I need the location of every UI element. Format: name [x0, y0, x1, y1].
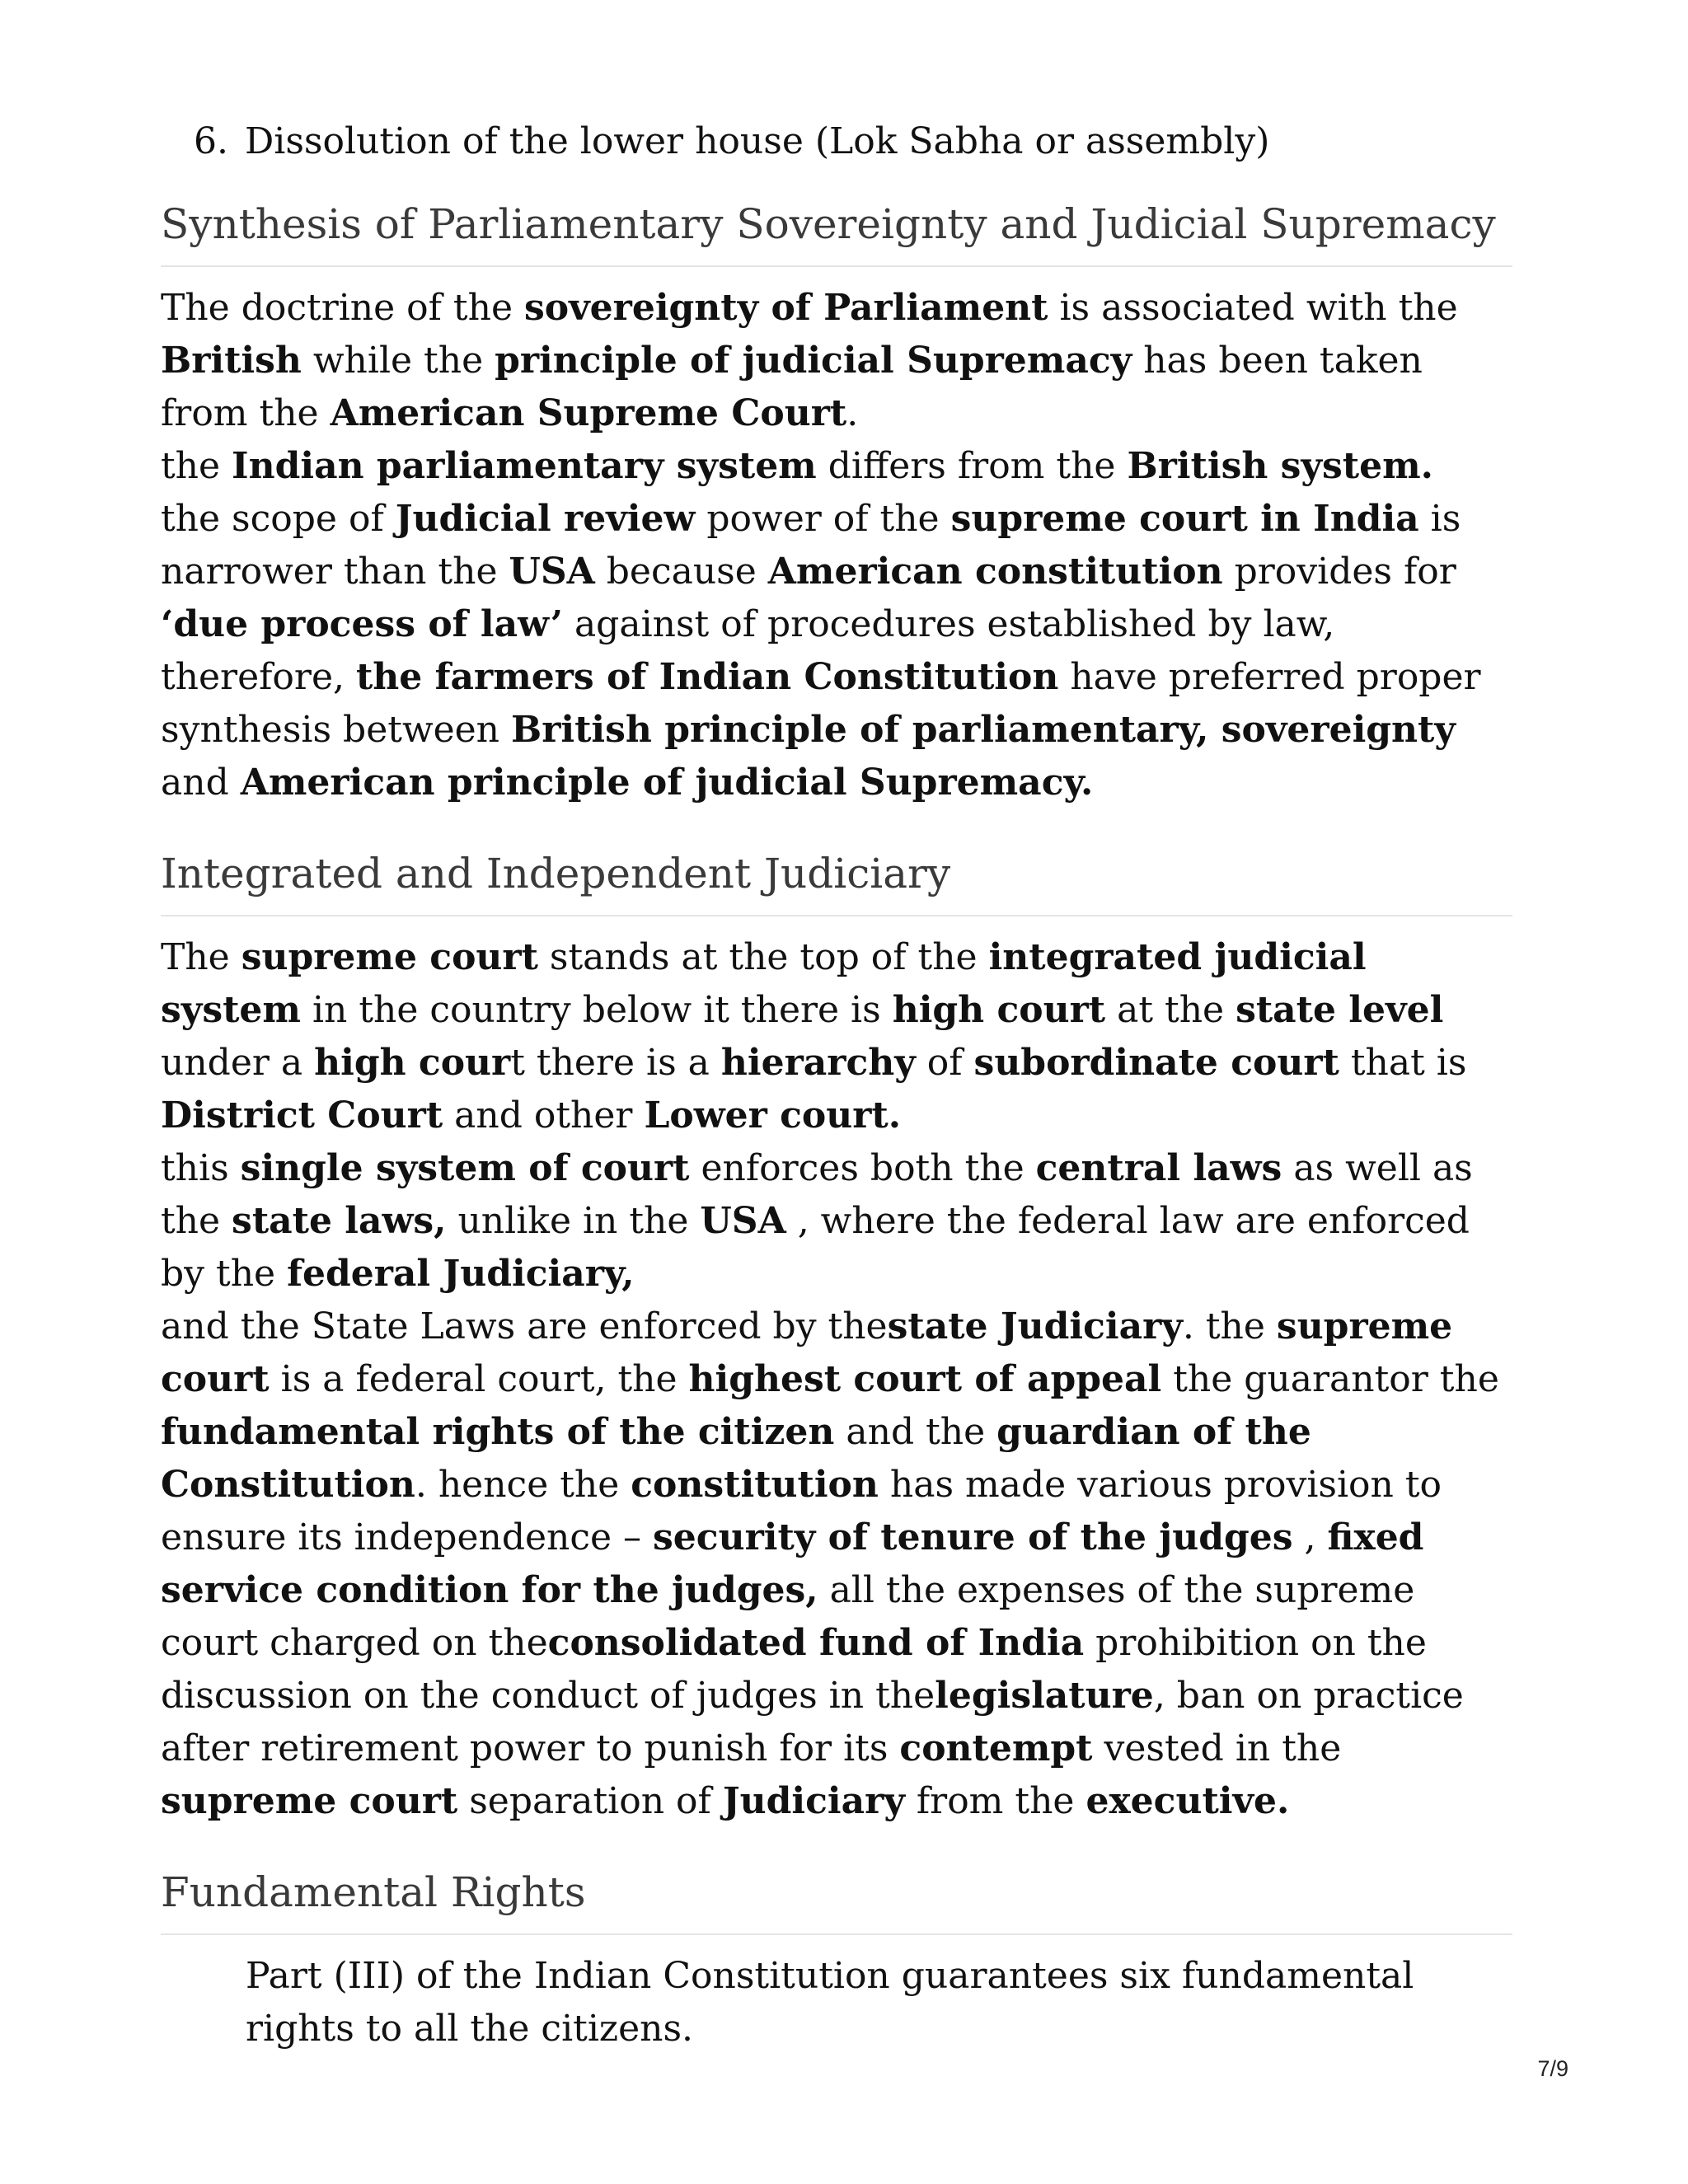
text-run: all the expenses of the supreme court charged on the	[161, 1569, 1415, 1664]
bold-text-run: central laws	[1035, 1147, 1282, 1189]
page-number: 7/9	[1537, 2056, 1568, 2081]
text-run: as well as the	[161, 1147, 1473, 1242]
text-run: and	[161, 762, 241, 804]
text-run: . hence the	[415, 1464, 631, 1506]
bold-text-run: highest court of appeal	[688, 1358, 1162, 1400]
section-heading-fundamental-rights: Fundamental Rights	[161, 1864, 1512, 1935]
text-run: that is	[1339, 1042, 1467, 1084]
paragraph-fundamental-rights: Part (III) of the Indian Constitution guarantees six fundamental rights to all the citizens.	[246, 1955, 1414, 2050]
text-run: the guarantor the	[1161, 1358, 1499, 1400]
paragraph-judiciary	[161, 931, 1512, 1828]
text-run: The	[161, 936, 241, 978]
bold-text-run: high court	[892, 989, 1106, 1031]
bold-text-run: high cour	[314, 1042, 511, 1084]
bold-text-run: supreme court	[241, 936, 538, 978]
bold-text-run: legislature	[935, 1675, 1154, 1717]
document-page	[161, 115, 1512, 2092]
bold-text-run: contempt	[899, 1727, 1093, 1769]
text-run: ,	[1292, 1516, 1328, 1558]
bold-text-run: USA	[700, 1200, 786, 1242]
text-run: because	[594, 551, 768, 593]
text-run: the scope of	[161, 498, 396, 540]
text-run: differs from the	[816, 445, 1128, 487]
text-run: while the	[301, 340, 495, 382]
bold-text-run: the farmers of Indian Constitution	[355, 656, 1059, 698]
bold-text-run: British principle of parliamentary, sovereignty	[511, 709, 1456, 751]
text-run: has been taken from the	[161, 340, 1423, 434]
text-run: from the	[904, 1780, 1086, 1822]
bold-text-run: subordinate court	[973, 1042, 1339, 1084]
text-run: is narrower than the	[161, 498, 1461, 593]
bold-text-run: District Court	[161, 1094, 443, 1137]
bold-text-run: supreme court in India	[950, 498, 1419, 540]
bold-text-run: American constitution	[767, 551, 1223, 593]
bold-text-run: security of tenure of the judges	[653, 1516, 1293, 1558]
text-run: The doctrine of the	[161, 287, 524, 329]
text-run: have preferred proper synthesis between	[161, 656, 1481, 751]
bold-text-run: state level	[1236, 989, 1444, 1031]
text-run: is associated with the	[1048, 287, 1458, 329]
bold-text-run: single system of court	[240, 1147, 690, 1189]
bold-text-run: guardian of the Constitution	[161, 1411, 1311, 1506]
text-run: of	[915, 1042, 974, 1084]
bold-text-run: federal Judiciary,	[287, 1253, 635, 1295]
bold-text-run: Indian parliamentary system	[232, 445, 817, 487]
bold-text-run: British system.	[1127, 445, 1433, 487]
text-run: this	[161, 1147, 241, 1189]
text-run: provides for	[1222, 551, 1456, 593]
bold-text-run: sovereignty of Parliament	[523, 287, 1048, 329]
text-run: prohibition on the discussion on the conduct of judges in the	[161, 1622, 1427, 1717]
list-item	[194, 115, 1512, 168]
bold-text-run: state laws,	[232, 1200, 447, 1242]
bold-text-run: American principle of judicial Supremacy.	[240, 762, 1094, 804]
text-run: .	[846, 392, 859, 434]
text-run: , ban on practice after retirement power to punish for its	[161, 1675, 1464, 1769]
bold-text-run: hierarchy	[720, 1042, 916, 1084]
text-run: under a	[161, 1042, 315, 1084]
text-run: has made various provision to ensure its independence –	[161, 1464, 1442, 1558]
bold-text-run: Judicial review	[395, 498, 696, 540]
text-run: the	[161, 445, 232, 487]
bold-text-run: fundamental rights of the citizen	[161, 1411, 835, 1453]
text-run: and the	[834, 1411, 997, 1453]
text-run: unlike in the	[446, 1200, 701, 1242]
bold-text-run: supreme court	[161, 1305, 1453, 1400]
bold-text-run: principle of judicial Supremacy	[495, 340, 1132, 382]
section-heading-judiciary: Integrated and Independent Judiciary	[161, 846, 1512, 916]
bold-text-run: constitution	[631, 1464, 879, 1506]
text-run: and the State Laws are enforced by the	[161, 1305, 888, 1347]
list-item-text: Dissolution of the lower house (Lok Sabha or assembly)	[245, 120, 1270, 162]
bold-text-run: supreme court	[161, 1780, 458, 1822]
text-run: against of procedures established by law, therefore,	[161, 603, 1335, 698]
bold-text-run: American Supreme Court	[330, 392, 847, 434]
text-run: vested in the	[1092, 1727, 1342, 1769]
text-run: , where the federal law are enforced by the	[161, 1200, 1470, 1295]
bold-text-run: ‘due process of law’	[161, 603, 563, 645]
text-run: in the country below it there is	[300, 989, 893, 1031]
text-run: and other	[443, 1094, 645, 1137]
text-run: is a federal court, the	[269, 1358, 689, 1400]
text-run: t there is a	[510, 1042, 721, 1084]
section-heading-synthesis: Synthesis of Parliamentary Sovereignty and Judicial Supremacy	[161, 196, 1512, 267]
text-run: stands at the top of the	[537, 936, 989, 978]
bold-text-run: fixed service condition for the judges,	[161, 1516, 1424, 1611]
bold-text-run: integrated judicial system	[161, 936, 1367, 1031]
paragraph-synthesis	[161, 282, 1512, 809]
bold-text-run: British	[161, 340, 302, 382]
text-run: enforces both the	[689, 1147, 1036, 1189]
bold-text-run: consolidated fund of India	[547, 1622, 1085, 1664]
bold-text-run: state Judiciary	[887, 1305, 1183, 1347]
bold-text-run: Lower court.	[644, 1094, 902, 1137]
text-run: separation of	[457, 1780, 723, 1822]
text-run: power of the	[695, 498, 951, 540]
text-run: at the	[1105, 989, 1236, 1031]
list-item-number: 6.	[194, 120, 228, 162]
text-run: . the	[1182, 1305, 1277, 1347]
bold-text-run: USA	[509, 551, 595, 593]
bold-text-run: executive.	[1085, 1780, 1290, 1822]
bold-text-run: Judiciary	[722, 1780, 905, 1822]
